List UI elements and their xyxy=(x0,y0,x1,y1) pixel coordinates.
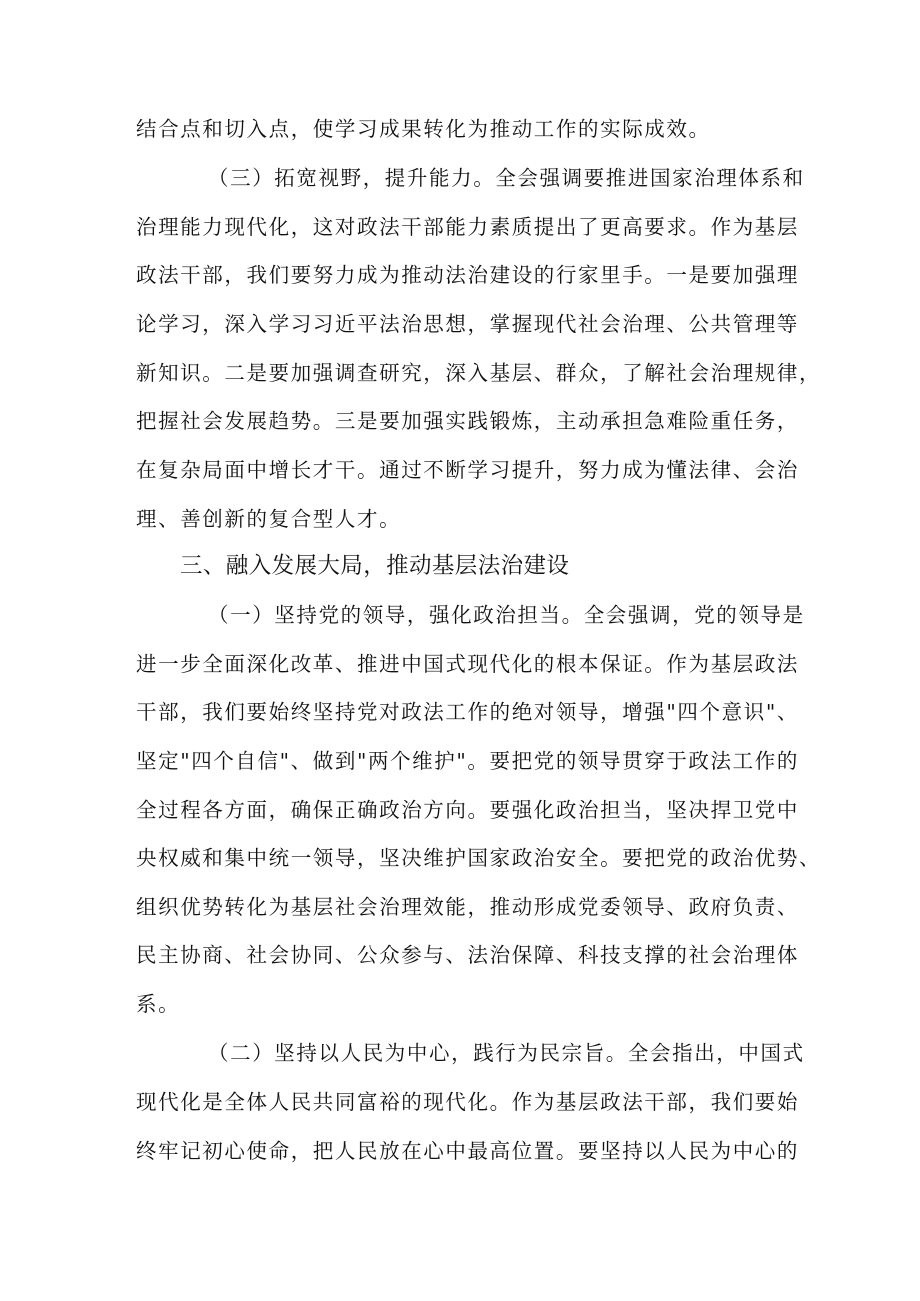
paragraph-line: 新知识。二是要加强调查研究，深入基层、群众，了解社会治理规律， xyxy=(136,361,822,385)
paragraph-line: 论学习，深入学习习近平法治思想，掌握现代社会治理、公共管理等 xyxy=(136,312,799,336)
paragraph-line: 终牢记初心使命，把人民放在心中最高位置。要坚持以人民为中心的 xyxy=(136,1139,799,1163)
paragraph-line: 系。 xyxy=(136,992,181,1016)
paragraph-line: 把握社会发展趋势。三是要加强实践锻炼，主动承担急难险重任务， xyxy=(136,409,799,433)
paragraph-line: 干部，我们要始终坚持党对政法工作的绝对领导，增强"四个意识"、 xyxy=(136,700,799,724)
paragraph-line: 全过程各方面，确保正确政治方向。要强化政治担当，坚决捍卫党中 xyxy=(136,798,799,822)
paragraph-line: 进一步全面深化改革、推进中国式现代化的根本保证。作为基层政法 xyxy=(136,652,799,676)
section-heading: 三、融入发展大局，推动基层法治建设 xyxy=(180,553,570,579)
paragraph-line: 治理能力现代化，这对政法干部能力素质提出了更高要求。作为基层 xyxy=(136,215,799,239)
paragraph-line: 结合点和切入点，使学习成果转化为推动工作的实际成效。 xyxy=(136,117,711,141)
paragraph-line: （三）拓宽视野，提升能力。全会强调要推进国家治理体系和 xyxy=(208,166,805,190)
paragraph-line: 理、善创新的复合型人才。 xyxy=(136,507,402,531)
paragraph-line: （二）坚持以人民为中心，践行为民宗旨。全会指出，中国式 xyxy=(208,1041,805,1065)
paragraph-line: 组织优势转化为基层社会治理效能，推动形成党委领导、政府负责、 xyxy=(136,895,799,919)
paragraph-line: 央权威和集中统一领导，坚决维护国家政治安全。要把党的政治优势、 xyxy=(136,846,822,870)
paragraph-line: 坚定"四个自信"、做到"两个维护"。要把党的领导贯穿于政法工作的 xyxy=(136,749,799,773)
paragraph-line: 政法干部，我们要努力成为推动法治建设的行家里手。一是要加强理 xyxy=(136,263,799,287)
paragraph-line: 民主协商、社会协同、公众参与、法治保障、科技支撑的社会治理体 xyxy=(136,943,799,967)
paragraph-line: （一）坚持党的领导，强化政治担当。全会强调，党的领导是 xyxy=(208,603,805,627)
paragraph-line: 现代化是全体人民共同富裕的现代化。作为基层政法干部，我们要始 xyxy=(136,1090,799,1114)
paragraph-line: 在复杂局面中增长才干。通过不断学习提升，努力成为懂法律、会治 xyxy=(136,458,799,482)
